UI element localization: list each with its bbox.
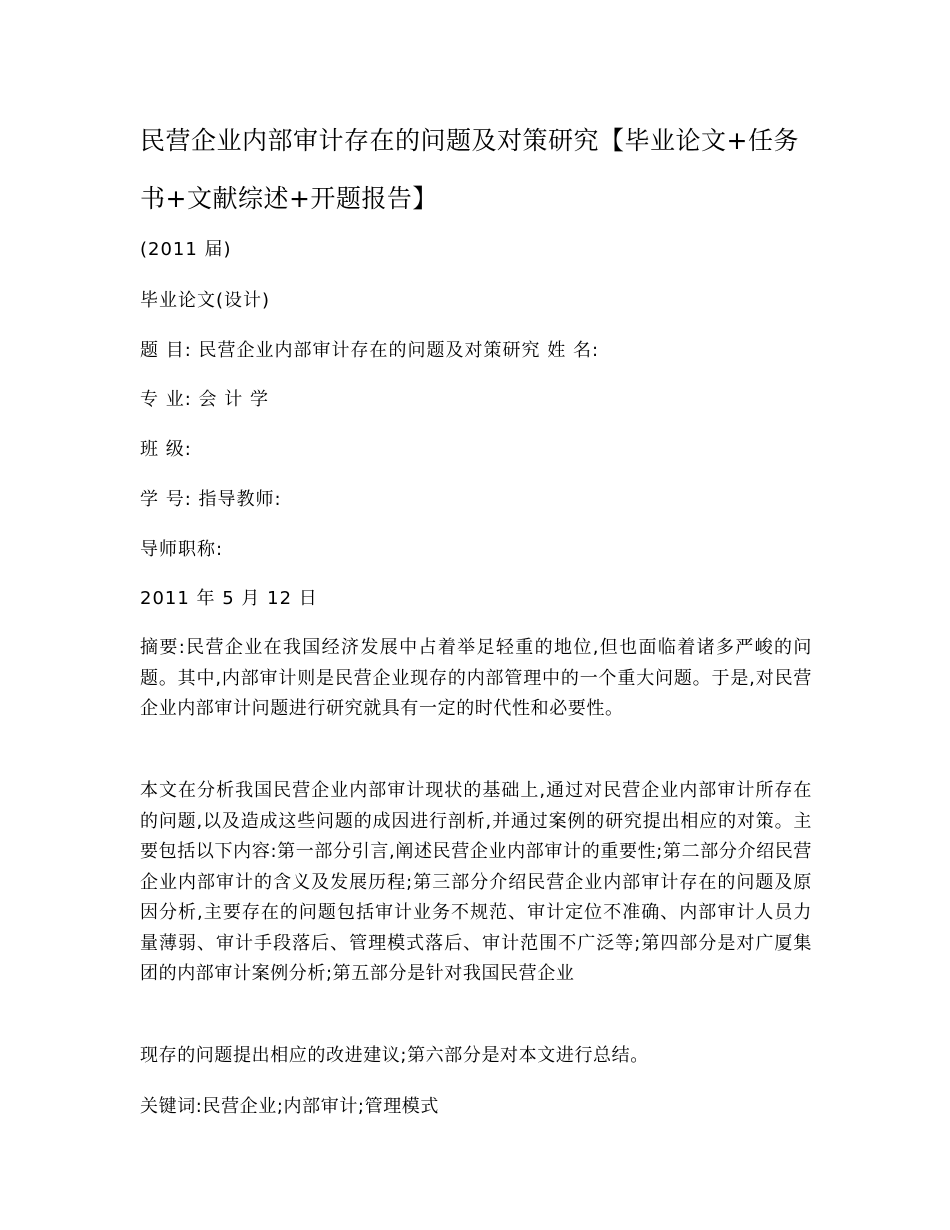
major-field: 专 业: 会 计 学 (140, 389, 269, 410)
class-field: 班 级: (140, 439, 192, 460)
advisor-title-field: 导师职称: (140, 539, 224, 560)
topic-and-name-field: 题 目: 民营企业内部审计存在的问题及对策研究 姓 名: (140, 340, 600, 361)
submission-date: 2011 年 5 月 12 日 (140, 588, 318, 609)
body-continuation: 现存的问题提出相应的改进建议;第六部分是对本文进行总结。 (140, 1045, 649, 1066)
document-type: 毕业论文(设计) (140, 290, 271, 311)
graduation-year: (2011 届) (140, 239, 232, 260)
student-id-and-advisor-field: 学 号: 指导教师: (140, 489, 282, 510)
document-title: 民营企业内部审计存在的问题及对策研究【毕业论文+任务书+文献综述+开题报告】 (140, 126, 799, 213)
keywords-line: 关键词:民营企业;内部审计;管理模式 (140, 1096, 439, 1117)
abstract-paragraph: 摘要:民营企业在我国经济发展中占着举足轻重的地位,但也面临着诸多严峻的问题。其中,内部审计则是民营企业现存的内部管理中的一个重大问题。于是,对民营企业内部审计问题进行研究就具有一定的时代性和必要性。 (140, 637, 812, 719)
body-paragraph: 本文在分析我国民营企业内部审计现状的基础上,通过对民营企业内部审计所存在的问题,以及造成这些问题的成因进行剖析,并通过案例的研究提出相应的对策。主要包括以下内容:第一部分引言,阐述民营企业内部审计的重要性;第二部分介绍民营企业内部审计的含义及发展历程;第三部分介绍民营企业内部审计存在的问题及原因分析,主要存在的问题包括审计业务不规范、审计定位不准确、内部审计人员力量薄弱、审计手段落后、管理模式落后、审计范围不广泛等;第四部分是对广厦集团的内部审计案例分析;第五部分是针对我国民营企业 (140, 780, 812, 984)
